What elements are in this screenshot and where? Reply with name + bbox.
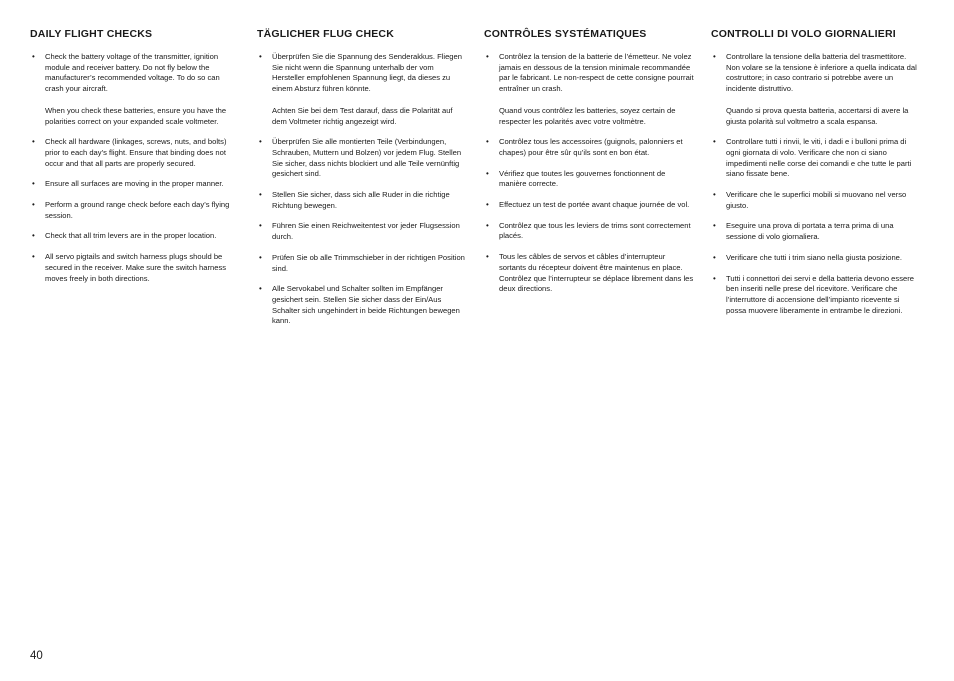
list-item bbox=[30, 179, 240, 190]
bullet-icon: • bbox=[32, 52, 35, 61]
item-text: Controllare la tensione della batteria del trasmettitore. Non volare se la tensione è inferiore a quella indicata dal costruttore; in caso contrario si potrebbe avere un incidente distruttivo. bbox=[726, 52, 917, 94]
bullet-icon: • bbox=[713, 52, 716, 61]
item-text: Tutti i connettori dei servi e della batteria devono essere ben inseriti nelle prese del ricevitore. Verificare che l’interruttore di accensione dell’impianto ricevente si possa muovere liberamente in entrambe le direzioni. bbox=[726, 273, 914, 315]
bullet-icon: • bbox=[713, 273, 716, 283]
list-item bbox=[484, 169, 694, 190]
item-text: Check the battery voltage of the transmitter, ignition module and receiver battery. Do not fly below the manufacturer’s recommended voltage. To do so can crash your aircraft. bbox=[45, 52, 220, 94]
bullet-icon: • bbox=[259, 52, 262, 61]
bullet-icon: • bbox=[32, 231, 35, 241]
section-heading: DAILY FLIGHT CHECKS bbox=[30, 28, 153, 40]
bullet-icon: • bbox=[259, 252, 262, 262]
item-text: Check that all trim levers are in the proper location. bbox=[45, 231, 217, 241]
list-item bbox=[30, 52, 240, 127]
bullet-icon: • bbox=[259, 221, 262, 231]
item-text: Contrôlez que tous les leviers de trims sont correctement placés. bbox=[499, 220, 691, 241]
section-heading: CONTROLLI DI VOLO GIORNALIERI bbox=[711, 28, 896, 40]
item-text: Vérifiez que toutes les gouvernes fonctionnent de manière correcte. bbox=[499, 168, 666, 189]
list-item bbox=[30, 252, 240, 284]
bullet-icon: • bbox=[259, 284, 262, 294]
bullet-icon: • bbox=[486, 168, 489, 178]
bullet-icon: • bbox=[32, 200, 35, 210]
bullet-icon: • bbox=[713, 252, 716, 262]
list-item bbox=[484, 52, 694, 127]
list-item bbox=[711, 253, 921, 264]
item-text: Achten Sie bei dem Test darauf, dass die Polarität auf dem Voltmeter richtig angezeigt wird. bbox=[272, 105, 453, 126]
list-item bbox=[711, 190, 921, 211]
checklist bbox=[257, 52, 467, 327]
item-text: Verificare che tutti i trim siano nella giusta posizione. bbox=[726, 252, 903, 262]
checklist bbox=[711, 52, 921, 316]
checklist bbox=[30, 52, 240, 284]
list-item bbox=[257, 190, 467, 211]
list-item bbox=[711, 274, 921, 317]
item-text: Ensure all surfaces are moving in the proper manner. bbox=[45, 179, 224, 189]
bullet-icon: • bbox=[713, 221, 716, 231]
list-item bbox=[484, 137, 694, 158]
bullet-icon: • bbox=[713, 190, 716, 200]
bullet-icon: • bbox=[486, 137, 489, 147]
list-item bbox=[30, 137, 240, 169]
list-item bbox=[257, 52, 467, 127]
list-item bbox=[484, 221, 694, 242]
bullet-icon: • bbox=[486, 200, 489, 210]
list-item bbox=[711, 137, 921, 180]
bullet-icon: • bbox=[486, 52, 489, 61]
column-italian bbox=[711, 28, 921, 326]
item-text: Überprüfen Sie alle montierten Teile (Verbindungen, Schrauben, Muttern und Bolzen) vor jedem Flug. Stellen Sie sicher, dass nichts blockiert und alle Teile vernünftig gesichert sind. bbox=[272, 137, 462, 179]
item-text: Contrôlez la tension de la batterie de l’émetteur. Ne volez jamais en dessous de la tension minimale recommandée par le fabricant. Le non-respect de cette consigne pourrait entraîner un crash. bbox=[499, 52, 694, 94]
column-french bbox=[484, 28, 694, 305]
item-text: Prüfen Sie ob alle Trimmschieber in der richtigen Position sind. bbox=[272, 252, 465, 273]
item-text: Verificare che le superfici mobili si muovano nel verso giusto. bbox=[726, 190, 907, 210]
list-item bbox=[257, 253, 467, 274]
list-item bbox=[711, 221, 921, 242]
item-text: When you check these batteries, ensure you have the polarities correct on your expanded scale voltmeter. bbox=[45, 105, 227, 126]
bullet-icon: • bbox=[259, 190, 262, 200]
list-item bbox=[484, 200, 694, 211]
list-item bbox=[484, 252, 694, 295]
section-heading: CONTRÔLES SYSTÉMATIQUES bbox=[484, 28, 647, 40]
item-text: Quando si prova questa batteria, accertarsi di avere la giusta polarità sul voltmetro a scala espansa. bbox=[726, 105, 909, 126]
list-item bbox=[711, 52, 921, 127]
item-text: Contrôlez tous les accessoires (guignols, palonniers et chapes) pour être sûr qu’ils sont en bon état. bbox=[499, 137, 683, 157]
item-text: Check all hardware (linkages, screws, nuts, and bolts) prior to each day’s flight. Ensure that binding does not occur and that all parts are properly secured. bbox=[45, 137, 227, 168]
bullet-icon: • bbox=[32, 137, 35, 147]
list-item bbox=[30, 231, 240, 242]
bullet-icon: • bbox=[32, 179, 35, 189]
bullet-icon: • bbox=[259, 137, 262, 147]
list-item bbox=[30, 200, 240, 221]
column-english bbox=[30, 28, 240, 294]
item-text: All servo pigtails and switch harness plugs should be secured in the receiver. Make sure the switch harness moves freely in both directions. bbox=[45, 252, 227, 283]
bullet-icon: • bbox=[486, 252, 489, 262]
item-text: Alle Servokabel und Schalter sollten im Empfänger gesichert sein. Stellen Sie sicher dass der Ein/Aus Schalter sich ungehindert in beide Richtungen bewegen kann. bbox=[272, 284, 460, 326]
section-heading: TÄGLICHER FLUG CHECK bbox=[257, 28, 394, 40]
item-text: Quand vous contrôlez les batteries, soyez certain de respecter les polarités avec votre voltmètre. bbox=[499, 105, 676, 126]
list-item bbox=[257, 137, 467, 180]
item-text: Perform a ground range check before each day’s flying session. bbox=[45, 200, 230, 220]
list-item bbox=[257, 284, 467, 327]
bullet-icon: • bbox=[713, 137, 716, 147]
item-text: Führen Sie einen Reichweitentest vor jeder Flugsession durch. bbox=[272, 221, 460, 242]
item-text: Eseguire una prova di portata a terra prima di una sessione di volo giornaliera. bbox=[726, 221, 894, 242]
checklist bbox=[484, 52, 694, 295]
item-text: Controllare tutti i rinvii, le viti, i dadi e i bulloni prima di ogni giornata di volo. Verificare che non ci siano impedimenti nelle corse dei comandi e che tutte le parti siano fissate bene. bbox=[726, 137, 912, 179]
item-text: Effectuez un test de portée avant chaque journée de vol. bbox=[499, 200, 690, 210]
bullet-icon: • bbox=[32, 252, 35, 262]
page-number: 40 bbox=[30, 650, 43, 662]
bullet-icon: • bbox=[486, 220, 489, 230]
item-text: Überprüfen Sie die Spannung des Senderakkus. Fliegen Sie nicht wenn die Spannung unterhalb der vom Hersteller empfohlenen Spannung liegt, da dieses zu einem Absturz führen könnte. bbox=[272, 52, 462, 94]
column-german bbox=[257, 28, 467, 337]
list-item bbox=[257, 221, 467, 242]
item-text: Stellen Sie sicher, dass sich alle Ruder in die richtige Richtung bewegen. bbox=[272, 190, 450, 210]
item-text: Tous les câbles de servos et câbles d’interrupteur sortants du récepteur doivent être maintenus en place. Contrôlez que l’interrupteur se déplace librement dans les deux directions. bbox=[499, 252, 694, 294]
